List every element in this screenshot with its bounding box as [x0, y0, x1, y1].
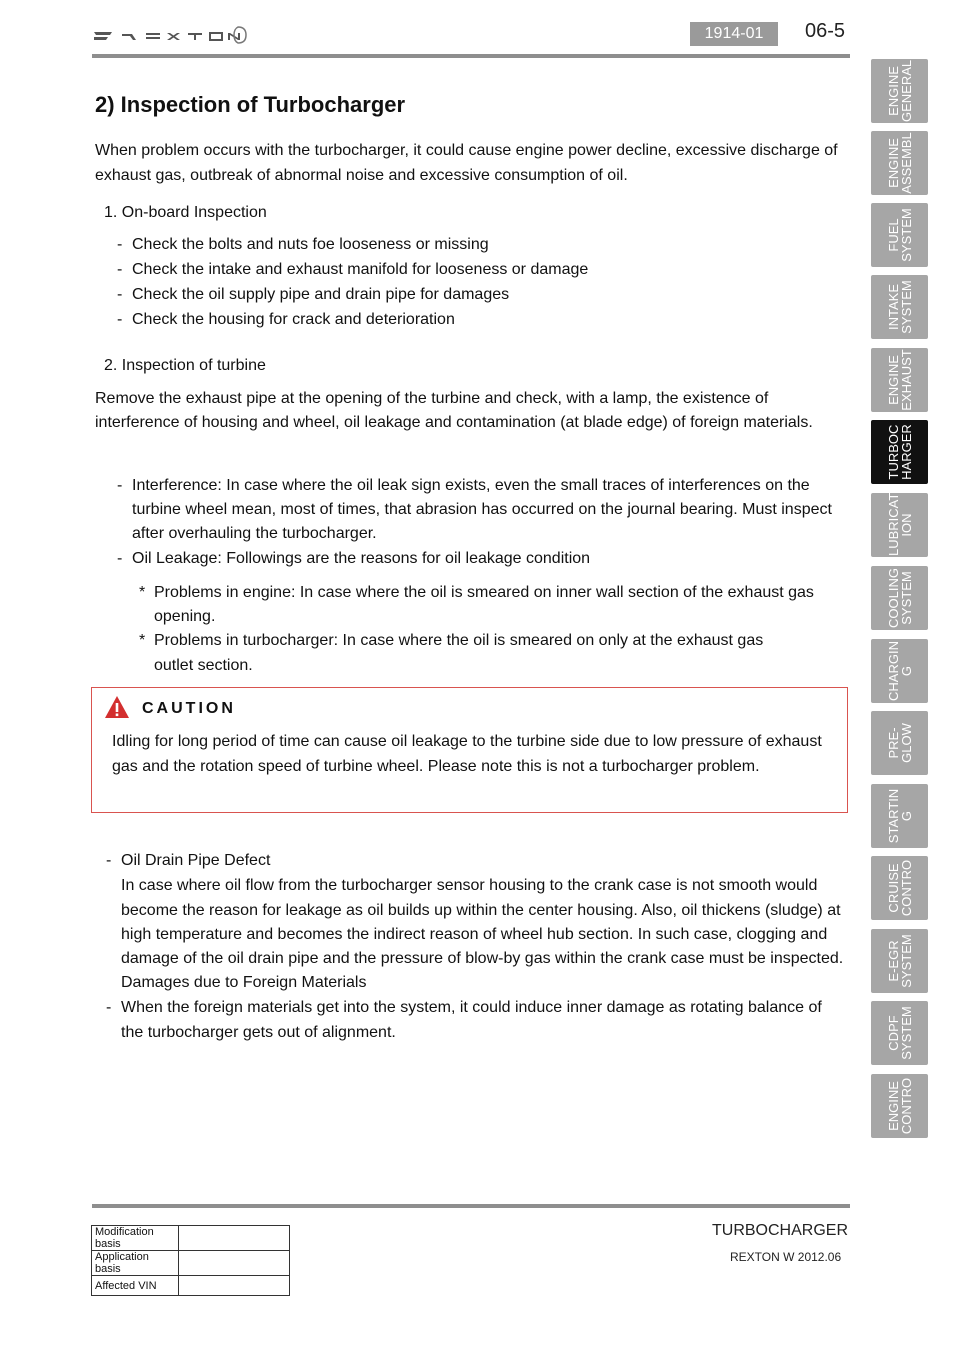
tab-fuel-system[interactable] — [871, 203, 928, 267]
tab-cruise-control[interactable] — [871, 856, 928, 920]
caution-label: CAUTION — [142, 700, 236, 717]
onboard-item: Check the oil supply pipe and drain pipe for damages — [132, 286, 510, 303]
star-line: Problems in engine: In case where the oil is smeared on inner wall section of the exhaust gas — [154, 584, 814, 601]
tab-turbocharger[interactable] — [871, 420, 928, 484]
tab-engine-assembly[interactable] — [871, 131, 928, 195]
tab-label: INTAKE SYSTEM — [885, 280, 914, 334]
drain-line: damage of the oil drain pipe and the pressure of blow-by gas within the crank case must be inspected. — [121, 950, 844, 967]
warning-icon — [104, 695, 130, 719]
turbine-title: 2. Inspection of turbine — [104, 357, 266, 374]
drain-title: Oil Drain Pipe Defect — [121, 852, 271, 869]
table-cell — [179, 1251, 290, 1276]
caution-line: gas and the rotation speed of turbine wheel. Please note this is not a turbocharger problem. — [112, 758, 760, 775]
interference-line: after overhauling the turbocharger. — [132, 525, 377, 542]
tab-label: E-EGR SYSTEM — [885, 934, 914, 988]
tab-label: CDPF SYSTEM — [885, 1006, 914, 1060]
header-rule — [92, 54, 850, 58]
turbine-body-line: Remove the exhaust pipe at the opening of the turbine and check, with a lamp, the existence of — [95, 390, 769, 407]
tab-pre-glow[interactable] — [871, 711, 928, 775]
bullet-dash: - — [117, 550, 123, 567]
tab-lubrication[interactable] — [871, 493, 928, 557]
footer-rule — [92, 1204, 850, 1208]
tab-label: TURBOC HARGER — [885, 424, 914, 480]
tab-cooling-system[interactable] — [871, 566, 928, 630]
section-heading: 2) Inspection of Turbocharger — [95, 92, 406, 117]
table-row — [92, 1276, 290, 1296]
foreign-line: the turbocharger gets out of alignment. — [121, 1024, 396, 1041]
tab-e-egr-system[interactable] — [871, 929, 928, 993]
table-label: Application basis — [92, 1251, 179, 1276]
interference-line: turbine wheel mean, most of times, that abrasion has occurred on the journal bearing. Must inspect — [132, 501, 832, 518]
tab-engine-exhaust[interactable] — [871, 348, 928, 412]
tab-label: LUBRICAT ION — [885, 493, 914, 556]
star-line: opening. — [154, 608, 216, 625]
tab-cdpf-system[interactable] — [871, 1001, 928, 1065]
tab-starting[interactable] — [871, 784, 928, 848]
turbine-body-line: interference of housing and wheel, oil leakage and contamination (at blade edge) of foreign materials. — [95, 414, 813, 431]
table-row — [92, 1251, 290, 1276]
onboard-item: Check the bolts and nuts foe looseness or missing — [132, 236, 489, 253]
bullet-dash: - — [117, 261, 123, 278]
revision-table — [91, 1225, 290, 1296]
onboard-item: Check the intake and exhaust manifold for looseness or damage — [132, 261, 589, 278]
footer-title: TURBOCHARGER — [712, 1222, 849, 1239]
intro-line-2: exhaust gas, outbreak of abnormal noise and excessive consumption of oil. — [95, 167, 628, 184]
intro-line-1: When problem occurs with the turbocharger, it could cause engine power decline, excessive discharge of — [95, 142, 838, 159]
footer-model: REXTON W 2012.06 — [730, 1250, 842, 1264]
table-row — [92, 1226, 290, 1251]
tab-label: CHARGIN G — [885, 641, 914, 701]
tab-label: ENGINE CONTRO — [885, 1077, 914, 1135]
tab-engine-general[interactable] — [871, 59, 928, 123]
tab-engine-control[interactable] — [871, 1074, 928, 1138]
table-cell — [179, 1276, 290, 1296]
table-label: Affected VIN — [92, 1276, 179, 1296]
bullet-dash: - — [106, 999, 112, 1016]
drain-line: become the reason for leakage as oil builds up within the center housing. Also, oil thickens (sludge) at — [121, 902, 841, 919]
tab-label: ENGINE ASSEMBL — [885, 132, 914, 194]
bullet-dash: - — [117, 477, 123, 494]
tab-label: CRUISE CONTRO — [885, 859, 914, 917]
tab-label: COOLING SYSTEM — [885, 568, 914, 628]
tab-intake-system[interactable] — [871, 275, 928, 339]
tab-charging[interactable] — [871, 639, 928, 703]
bullet-star: * — [139, 632, 146, 649]
star-line: outlet section. — [154, 657, 253, 674]
interference-line: Interference: In case where the oil leak sign exists, even the small traces of interferences on the — [132, 477, 810, 494]
onboard-title: 1. On-board Inspection — [104, 204, 267, 221]
table-label: Modification basis — [92, 1226, 179, 1251]
caution-line: Idling for long period of time can cause oil leakage to the turbine side due to low pressure of exhaust — [112, 733, 822, 750]
bullet-dash: - — [117, 311, 123, 328]
tab-label: ENGINE GENERAL — [885, 59, 914, 122]
bullet-dash: - — [106, 852, 112, 869]
foreign-line: When the foreign materials get into the system, it could induce inner damage as rotating balance of — [121, 999, 822, 1016]
drain-line: In case where oil flow from the turbocharger sensor housing to the crank case is not smooth would — [121, 877, 818, 894]
onboard-item: Check the housing for crack and deterioration — [132, 311, 455, 328]
rexton-logo — [92, 24, 247, 46]
drain-line: Damages due to Foreign Materials — [121, 974, 367, 991]
section-code-badge: 1914-01 — [690, 22, 778, 46]
bullet-dash: - — [117, 236, 123, 253]
page-number: 06-5 — [805, 20, 846, 42]
oil-leakage-line: Oil Leakage: Followings are the reasons for oil leakage condition — [132, 550, 591, 567]
tab-label: PRE- GLOW — [885, 723, 914, 763]
bullet-star: * — [139, 584, 146, 601]
tab-label: STARTIN G — [885, 788, 914, 844]
tab-label: ENGINE EXHAUST — [885, 349, 914, 411]
tab-label: FUEL SYSTEM — [885, 208, 914, 262]
bullet-dash: - — [117, 286, 123, 303]
drain-line: high temperature and becomes the indirect reason of wheel hub section. In such case, clogging and — [121, 926, 828, 943]
table-cell — [179, 1226, 290, 1251]
star-line: Problems in turbocharger: In case where the oil is smeared on only at the exhaust gas — [154, 632, 764, 649]
